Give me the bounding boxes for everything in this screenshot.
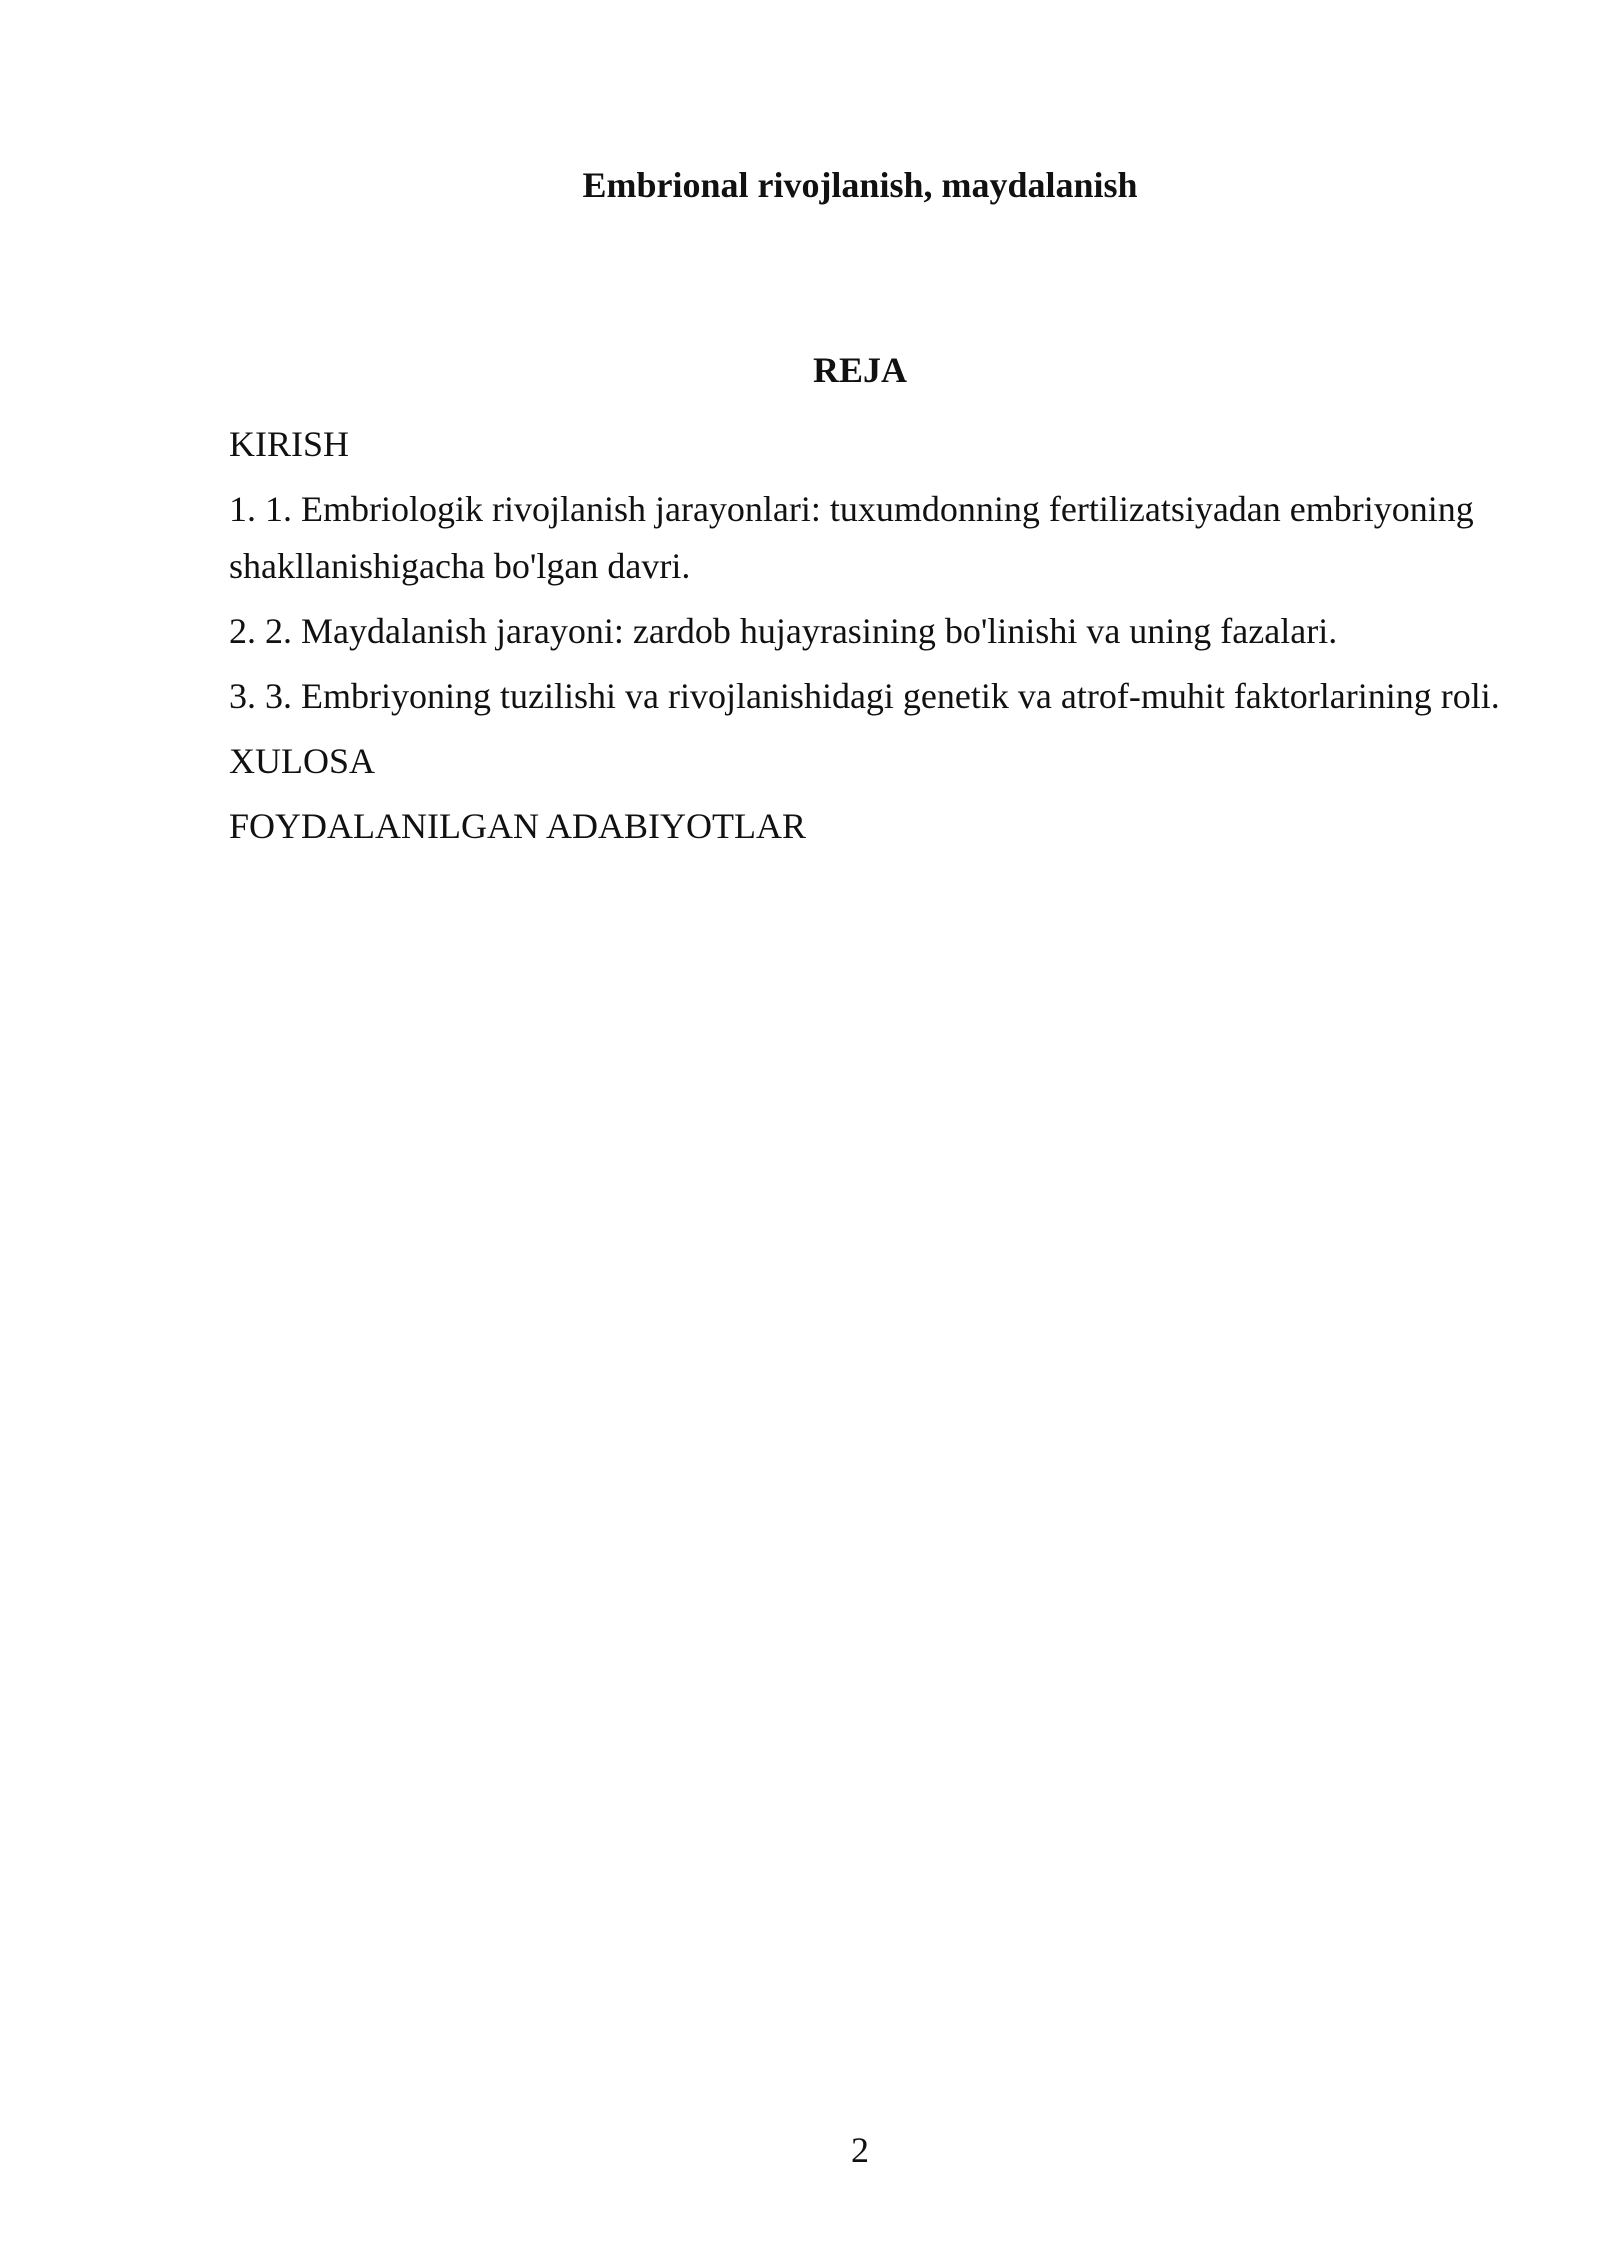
plan-item-1: 1. 1. Embriologik rivojlanish jarayonlari: tuxumdonning fertilizatsiyadan embriyoning shakllanishigacha bo'lgan davri. [229, 489, 1474, 586]
document-title: Embrional rivojlanish, maydalanish [582, 165, 1138, 205]
plan-item-introduction: KIRISH [229, 424, 350, 464]
plan-item-2: 2. 2. Maydalanish jarayoni: zardob hujayrasining bo'linishi va uning fazalari. [229, 611, 1338, 651]
plan-heading: REJA [812, 350, 907, 390]
plan-item-conclusion: XULOSA [229, 741, 376, 781]
page-number: 2 [851, 2130, 869, 2170]
plan-item-3: 3. 3. Embriyoning tuzilishi va rivojlanishidagi genetik va atrof-muhit faktorlarining roli. [229, 676, 1500, 716]
plan-item-references: FOYDALANILGAN ADABIYOTLAR [229, 806, 806, 846]
plan-list [229, 416, 1519, 863]
